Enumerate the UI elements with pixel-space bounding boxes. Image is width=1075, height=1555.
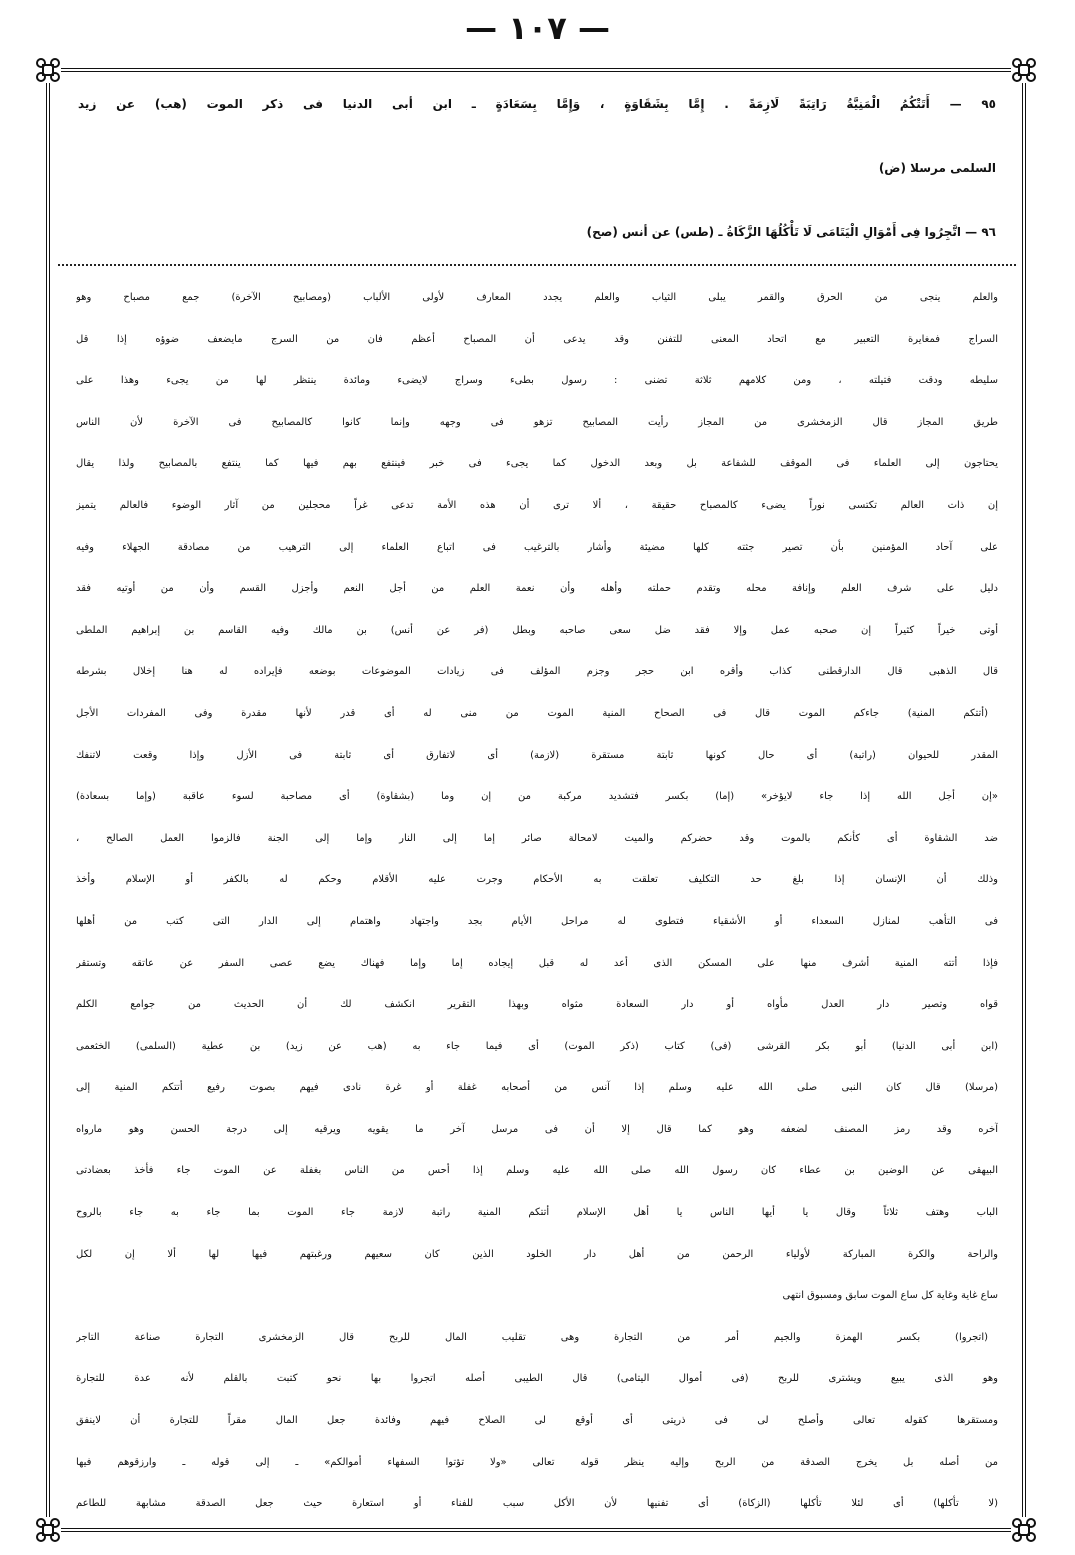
hadith-line: السلمى مرسلا (ض) [878,161,996,175]
commentary-line: يحتاجون إلى العلماء فى الموقف للشفاعة بل وبعد الدخول كما يجىء فى خبر فينتفع بهم فيها كما ينتفع بالمصابيح ولذا يقال [76,458,998,470]
commentary-line: فى التأهب لمنازل السعداء أو الأشقياء فتطوى له مراحل الأيام بجد واجتهاد واهتمام إلى الدار التى كتب من أهلها [76,915,998,927]
dotted-separator [58,264,1016,266]
commentary-line: ضد الشقاوة أى كأنكم بالموت وقد حضركم والميت لامحالة صائر إما إلى النار وإما إلى الجنة فالزموا العمل الصالح ، [76,832,998,844]
commentary-line: (أتتكم المنية) جاءكم الموت قال فى الصحاح المنية الموت من منى له أى قدر لأنها مقدرة وفى المفردات الأجل [76,707,988,719]
commentary-line: (لا تأكلها) أى لئلا تأكلها (الزكاة) أى تفنيها لأن الأكل سبب للفناء أو استعارة حيث جعل الصدقة مشابهة للطاعم [76,1498,998,1510]
commentary-text [76,277,998,1525]
commentary-line: من أصله بل يخرج الصدقة من الربح وإليه ينظر قوله تعالى «ولا تؤتوا السفهاء أموالكم» ـ إلى قوله ـ وارزقوهم فيها [76,1456,998,1468]
commentary-line: طريق المجاز قال الزمخشرى من المجاز رأيت المصابيح تزهو فى وجهه وإنما كانوا كالمصابيح فى الآخرة لأن الناس [76,416,998,428]
commentary-line: وهو الذى يبيع ويشترى للربح (فى أموال اليتامى) قال الطيبى أصله اتجروا بها نحو كتبت بالقلم لأنه عدة للتجارة [76,1373,998,1385]
ornament-knot-icon [35,1517,61,1543]
commentary-line: السراج فمغايرة التعبير مع اتحاد المعنى للتفنن وقد يدعى أن المصباح أعظم فان من السرج مايضعف ضوؤه إذا قل [76,333,998,345]
ornament-knot-icon [1011,1517,1037,1543]
commentary-line: البيهقى عن الوضين بن عطاء كان رسول الله صلى الله عليه وسلم إذا أحس من الناس بغفلة عن الموت جاء فأخذ بعضادتى [76,1165,998,1177]
commentary-line: الباب وهتف ثلاثاً وقال يا أيها الناس يا أهل الإسلام أتتكم المنية راتبة لازمة جاء الموت بما جاء به جاء بالروح [76,1207,998,1219]
hadith-entries [78,72,996,264]
commentary-line: قال الذهبى قال الدارقطنى كذاب وأقره ابن حجر وجزم المؤلف فى زيادات الموضوعات بوضعه فإيراده له هنا إخلال بشرطه [76,666,998,678]
ornament-knot-icon [1011,57,1037,83]
commentary-line: قواه وتصير دار العدل مأواه أو دار السعادة مثواه وبهذا التقرير انكشف لك أن الحديث من جوامع الكلم [76,999,998,1011]
page-number: — ١٠٧ — [465,9,610,47]
commentary-line: دليل على شرف العلم وإنافة محله وتقدم حملته وأهله وأن نعمة العلم من أجل النعم وأجزل القسم وأن من أوتيه فقد [76,583,998,595]
commentary-line: ساع غاية وغاية كل ساع الموت سابق ومسبوق انتهى [782,1290,998,1302]
hadith-line: ٩٥ — أَتَتْكُمُ الْمَنِيَّةُ رَاتِبَةً لَازِمَةً . إِمَّا بِشَقَاوَةٍ ، وَإِمَّا بِسَعَادَةٍ ـ ابن أبى الدنيا فى ذكر الموت (هب) عن زيد [78,97,996,111]
commentary-line: أوتى خيراً كثيراً إن صحبه عمل وإلا فقد ضل سعى صاحبه وبطل (فر عن أنس) بن مالك وفيه القاسم بن إبراهيم الملطى [76,624,998,636]
commentary-line: على آحاد المؤمنين بأن تصير جثته كلها مضيئة وأشار بالترغيب فى اتباع العلماء إلى الترهيب من مصادقة الجهلاء وفيه [76,541,998,553]
commentary-line: «إن أجل الله إذا جاء لايؤخر» (إما) بكسر فتشديد مركبة من إن وما (بشقاوة) أى مصاحبة لسوء عاقبة (وإما بسعادة) [76,791,998,803]
commentary-line: فإذا أتته المنية أشرف منها على المسكن الذى أعد له قبل إيجاده إما وإما فهناك يضع عصى السفر عن عاتقه وتستقر [76,957,998,969]
commentary-line: والعلم ينجى من الحرق والقمر يبلى الثياب والعلم يجدد المعارف لأولى الألباب (ومصابيح الآخرة) جمع مصباح وهو [76,292,998,303]
commentary-line: وذلك أن الإنسان إذا بلغ حد التكليف تعلقت به الأحكام وجرت عليه الأقلام وحكم له بالكفر أو الإسلام وأخذ [76,874,998,886]
commentary-line: آخره وقد رمز المصنف لضعفه وهو كما قال إلا أن فى مرسل آخر ما يقويه ويرقيه إلى درجة الحسن وهو مارواه [76,1123,998,1135]
hadith-line: ٩٦ — اتَّجِرُوا فِى أَمْوَالِ الْيَتَامَى لَا تَأْكُلُهَا الزَّكَاةُ ـ (طس) عن أنس (صح) [586,225,996,239]
commentary-line: إن ذات العالم تكتسى نوراً يضىء كالمصباح حقيقة ، ألا ترى أن هذه الأمة تدعى غراً محجلين من آثار الوضوء فالعالم يتميز [76,499,998,511]
ornament-knot-icon [35,57,61,83]
commentary-line: (اتجروا) بكسر الهمزة والجيم أمر من التجارة وهى تقليب المال للربح قال الزمخشرى التجارة صناعة التاجر [76,1331,988,1343]
commentary-line: (ابن أبى الدنيا) أبو بكر القرشى (فى) كتاب (ذكر الموت) أى فيما جاء به (هب عن زيد) بن عطية (السلمى) الخثعمى [76,1040,998,1052]
commentary-line: سليطه ودقت فتيلته ، ومن كلامهم ثلاثة تضنى : رسول بطىء وسراج لايضىء ومائدة ينتظر لها من يجىء وهذا على [76,375,998,387]
commentary-line: والراحة والكرة المباركة لأولياء الرحمن من أهل دار الخلود الذين كان سعيهم ورغبتهم فيها لها ألا إن لكل [76,1248,998,1260]
commentary-line: (مرسلا) قال كان النبى صلى الله عليه وسلم إذا آنس من أصحابه غفلة أو غرة نادى فيهم بصوت رفيع أتتكم المنية إلى [76,1082,998,1094]
commentary-line: ومستقرها كقوله تعالى وأصلح لى فى ذريتى أى أوقع لى الصلاح فيهم وفائدة جعل المال مقراً للتجارة أن لاينفق [76,1415,998,1427]
commentary-line: المقدر للحيوان (راتبة) أى حال كونها ثابتة مستقرة (لازمة) أى لاتفارق أى ثابتة فى الأزل وإذا وقعت لاتنفك [76,749,998,761]
